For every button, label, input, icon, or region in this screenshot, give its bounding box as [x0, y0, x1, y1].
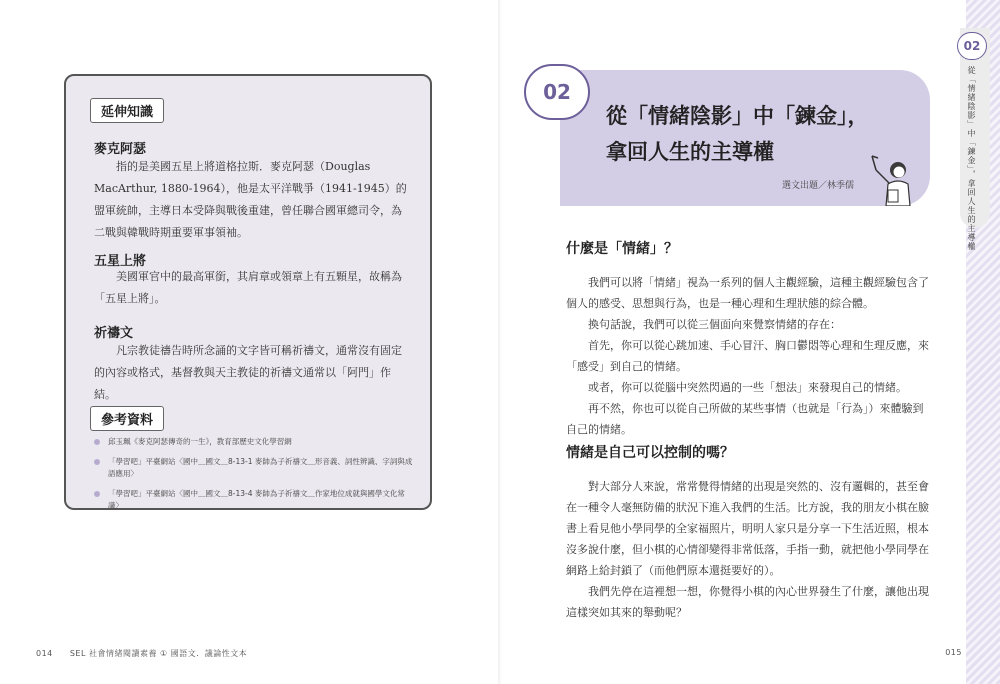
reference-item: 邱玉珮《麥克阿瑟傳奇的一生》，教育部歷史文化學習網 [94, 436, 414, 448]
chapter-title-line2: 拿回人生的主導權 [606, 140, 774, 164]
term-body-macarthur: 指的是美國五星上將道格拉斯．麥克阿瑟（Douglas MacArthur, 1880-1964），他是太平洋戰爭（1941-1945）的盟軍統帥，主導日本受降與戰後重建，曾任聯合國軍總司令，為二戰與韓戰時期重要軍事領袖。 [94, 160, 407, 239]
references-heading: 參考資料 [90, 406, 164, 431]
paragraph: 我們先停在這裡想一想，你覺得小棋的內心世界發生了什麼，讓他出現這樣突如其來的舉動呢？ [566, 585, 929, 619]
side-chapter-title: 從「情緒陰影」中「鍊金」，拿回人生的主導權 [967, 66, 976, 251]
section-heading-control-emotion: 情緒是自己可以控制的嗎？ [566, 445, 734, 461]
author-credit: 選文出題／林季儒 [781, 181, 854, 191]
page-number-right: 015 [945, 648, 962, 657]
extended-knowledge-heading: 延伸知識 [90, 98, 164, 123]
paragraph: 我們可以將「情緒」視為一系列的個人主觀經驗，這種主觀經驗包含了個人的感受、思想與行為，也是一種心理和生理狀態的綜合體。 [566, 276, 929, 310]
right-page [500, 0, 1000, 684]
section-heading-what-is-emotion: 什麼是「情緒」？ [566, 241, 678, 257]
paragraph: 再不然，你也可以從自己所做的某些事情（也就是「行為」）來體驗到自己的情緒。 [566, 402, 924, 436]
references-list [94, 436, 414, 520]
paragraph: 換句話說，我們可以從三個面向來覺察情緒的存在： [588, 318, 841, 331]
term-body-prayer: 凡宗教徒禱告時所念誦的文字皆可稱祈禱文，通常沒有固定的內容或格式，基督教與天主教徒的祈禱文通常以「阿門」作結。 [94, 344, 402, 401]
term-body-five-star-general: 美國軍官中的最高軍銜，其肩章或領章上有五顆星，故稱為「五星上將」。 [94, 270, 402, 305]
side-chapter-badge: 02 [957, 32, 987, 60]
reference-item: 「學習吧」平臺網站〈國中＿國文＿8-13-1 麥帥為子祈禱文＿形音義、詞性辨識、字詞與成語應用〉 [94, 456, 414, 480]
paragraph: 對大部分人來說，常常覺得情緒的出現是突然的、沒有邏輯的，甚至會在一種令人毫無防備的狀況下進入我們的生活。比方說，我的朋友小棋在臉書上看見他小學同學的全家福照片，明明人家只是分享一下生活近照，根本沒多說什麼，但小棋的心情卻變得非常低落，手指一動，就把他小學同學在網路上給封鎖了（而他們原本還挺要好的）。 [566, 480, 929, 577]
term-title-prayer: 祈禱文 [94, 326, 134, 341]
left-footer [36, 648, 247, 659]
chapter-number-badge: 02 [524, 64, 590, 120]
chapter-title-line1: 從「情緒陰影」中「鍊金」， [606, 104, 869, 128]
reference-item: 「學習吧」平臺網站〈國中＿國文＿8-13-4 麥帥為子祈禱文＿作家地位成就與國學文化常識〉 [94, 488, 414, 512]
series-title: SEL 社會情緒閱讀素養 ① 國語文．議論性文本 [69, 649, 248, 658]
term-title-macarthur: 麥克阿瑟 [94, 142, 147, 157]
page-number-left: 014 [36, 649, 53, 658]
paragraph: 或者，你可以從腦中突然閃過的一些「想法」來發現自己的情緒。 [588, 381, 907, 394]
extended-knowledge-box [64, 74, 432, 510]
chapter-banner [543, 70, 930, 206]
term-title-five-star-general: 五星上將 [94, 254, 147, 269]
paragraph: 首先，你可以從心跳加速、手心冒汗、胸口鬱悶等心理和生理反應，來「感受」到自己的情緒。 [566, 339, 929, 373]
girl-raising-hand-illustration [868, 150, 920, 206]
chapter-title [606, 98, 906, 170]
